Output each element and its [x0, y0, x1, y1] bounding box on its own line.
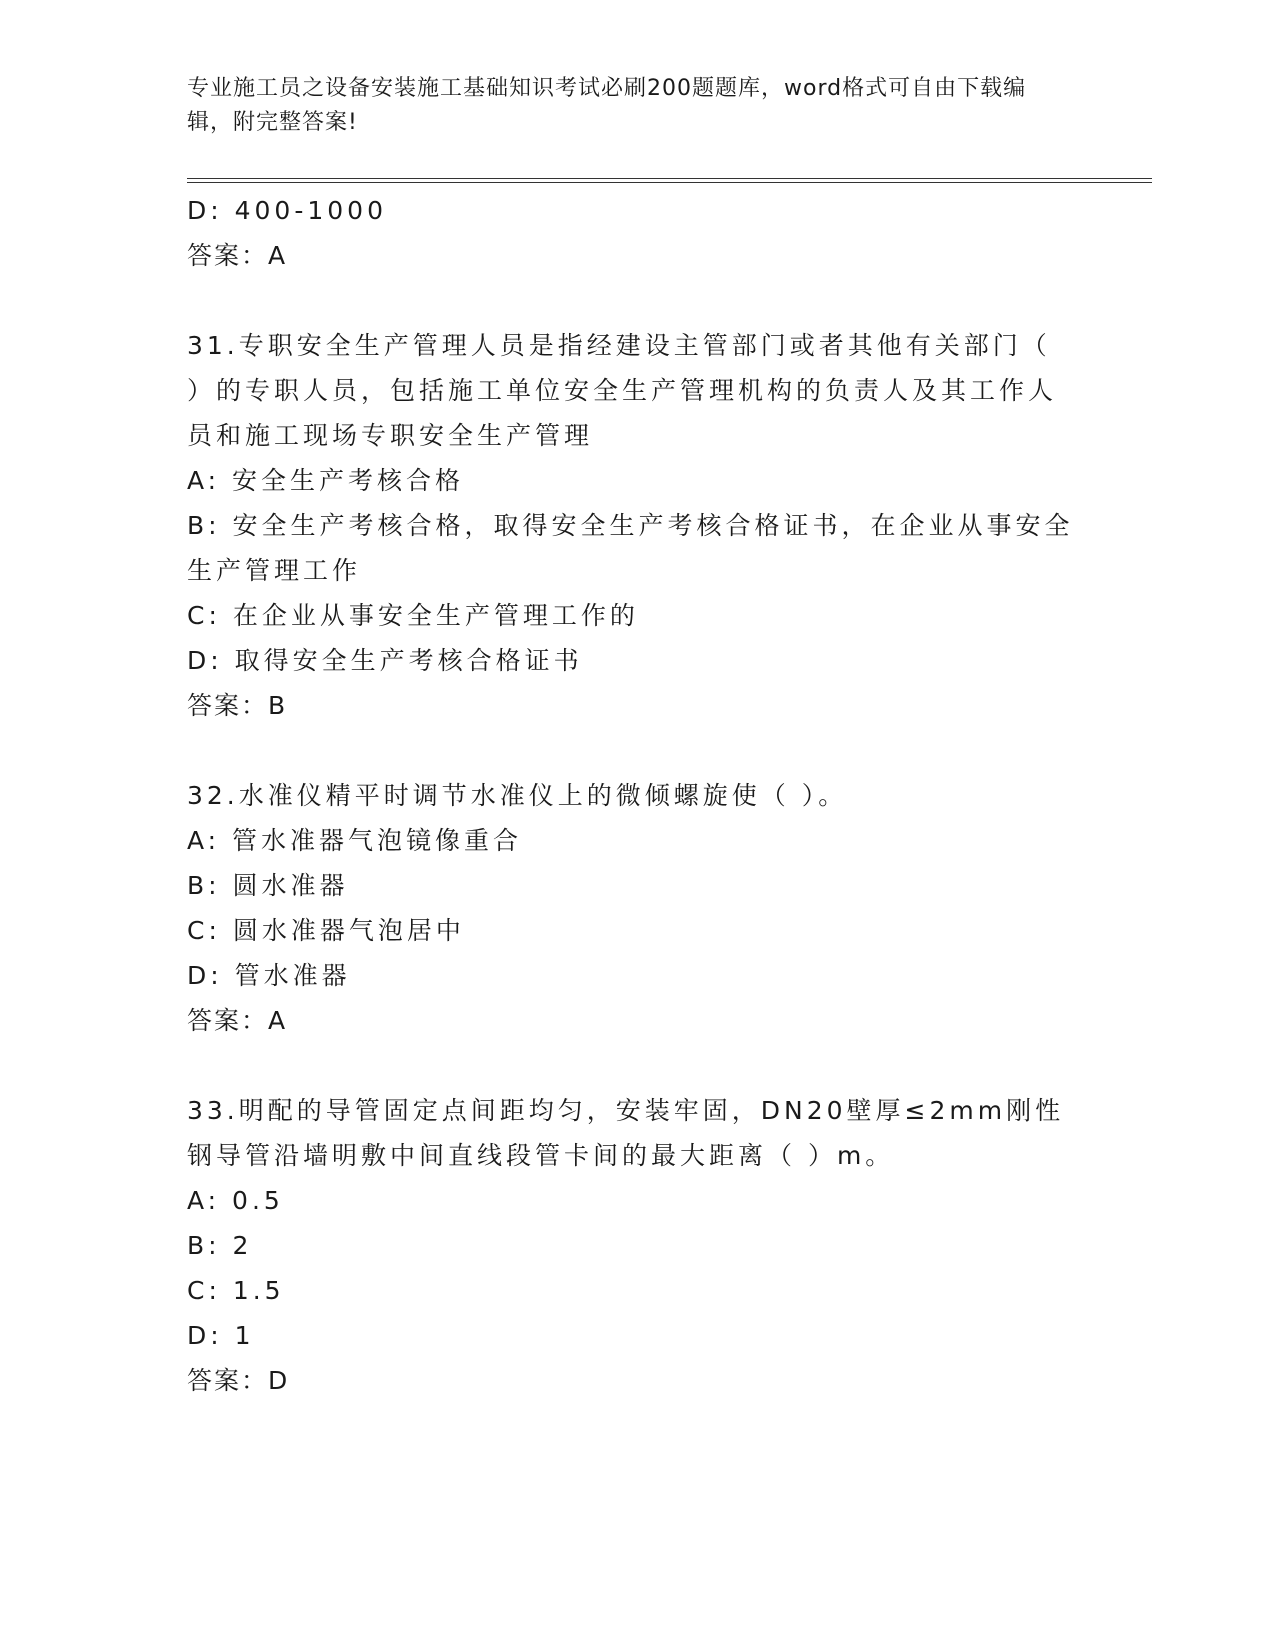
answer-label: 答案：D	[187, 1366, 290, 1395]
answer-label: 答案：A	[187, 1006, 288, 1035]
option-d: D: 1	[187, 1321, 255, 1350]
option-a: A: 管水准器气泡镜像重合	[187, 826, 523, 855]
spacer	[187, 278, 1077, 323]
question-stem: 33.明配的导管固定点间距均匀，安装牢固，DN20壁厚≤2mm刚性钢导管沿墙明敷中间直线段管卡间的最大距离（ ）m。	[187, 1096, 1065, 1170]
question-block-31	[187, 323, 1077, 728]
option-b: B: 2	[187, 1231, 253, 1260]
option-c: C: 1.5	[187, 1276, 285, 1305]
question-block-33	[187, 1088, 1077, 1403]
document-header: 专业施工员之设备安装施工基础知识考试必刷200题题库，word格式可自由下载编辑，附完整答案!	[187, 76, 1027, 135]
question-content	[187, 188, 1077, 1403]
option-d: D: 400-1000	[187, 196, 387, 225]
option-d: D: 取得安全生产考核合格证书	[187, 646, 583, 675]
option-c: C: 圆水准器气泡居中	[187, 916, 465, 945]
option-a: A: 0.5	[187, 1186, 284, 1215]
header-divider-top	[187, 178, 1152, 179]
spacer	[187, 728, 1077, 773]
option-c: C: 在企业从事安全生产管理工作的	[187, 601, 639, 630]
option-b: B: 安全生产考核合格，取得安全生产考核合格证书，在企业从事安全生产管理工作	[187, 511, 1074, 585]
spacer	[187, 1043, 1077, 1088]
header-divider-bottom	[187, 182, 1152, 183]
option-d: D: 管水准器	[187, 961, 351, 990]
option-a: A: 安全生产考核合格	[187, 466, 465, 495]
option-b: B: 圆水准器	[187, 871, 349, 900]
answer-label: 答案：B	[187, 691, 288, 720]
question-block-32	[187, 773, 1077, 1043]
question-stem: 31.专职安全生产管理人员是指经建设主管部门或者其他有关部门（ ）的专职人员，包括施工单位安全生产管理机构的负责人及其工作人员和施工现场专职安全生产管理	[187, 331, 1058, 450]
question-stem: 32.水准仪精平时调节水准仪上的微倾螺旋使（ ）。	[187, 781, 848, 810]
answer-label: 答案：A	[187, 241, 288, 270]
